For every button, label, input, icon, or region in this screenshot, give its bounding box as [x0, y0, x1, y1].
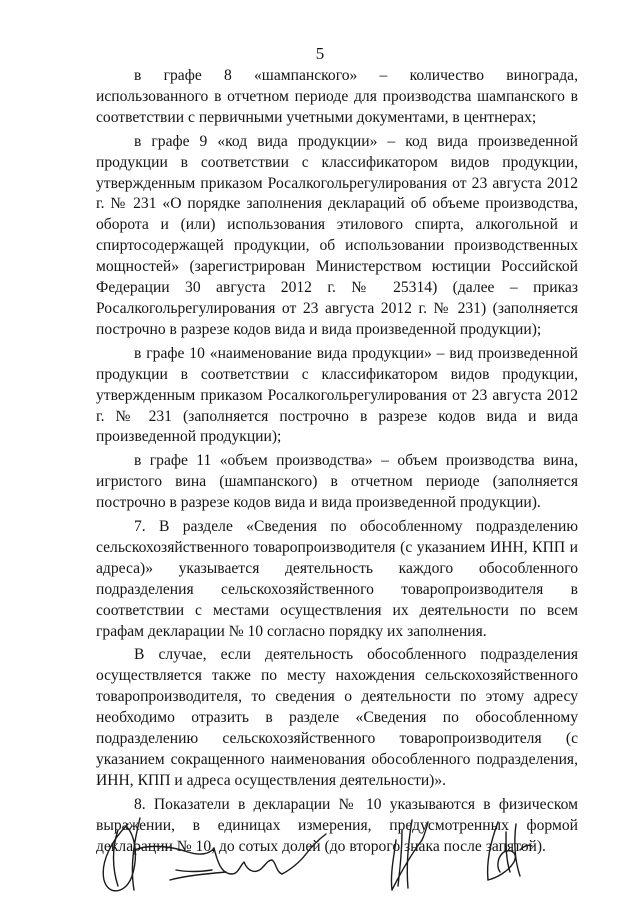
- handwritten-initials-icon: [488, 822, 532, 880]
- page-number: 5: [315, 44, 325, 63]
- paragraph-column-11: в графе 11 «объем производства» – объем производства вина, игристого вина (шампанского) в отчетном периоде (заполняется построчно в разрезе кодов вида и вида произведенной продукции).: [96, 452, 578, 512]
- handwritten-signature-icon: [103, 818, 326, 891]
- paragraph-item-8: 8. Показатели в декларации № 10 указываются в физическом выражении, в единицах измерения, предусмотренных формой декларации № 10, до сотых долей (до второго знака после запятой).: [96, 795, 578, 855]
- handwritten-initials-icon: [391, 820, 428, 890]
- paragraph-column-10: в графе 10 «наименование вида продукции» – вид произведенной продукции в соответствии с классификатором видов продукции, утвержденным приказом Росалкогольрегулирования от 23 августа 2012 г. № 231 (заполняется построчно в разрезе кодов вида и вида произведенной продукции);: [96, 344, 578, 446]
- signatures-svg: [0, 810, 640, 905]
- document-body: [96, 66, 578, 861]
- signatures-area: [0, 810, 640, 905]
- paragraph-column-8: в графе 8 «шампанского» – количество винограда, использованного в отчетном периоде для производства шампанского в соответствии с первичными учетными документами, в центнерах;: [96, 67, 578, 126]
- paragraph-item-7-case: В случае, если деятельность обособленного подразделения осуществляется также по месту нахождения сельскохозяйственного товаропроизводителя, то сведения о деятельности по этому адресу необходимо отразить в разделе «Сведения по обособленному подразделению сельскохозяйственного товаропроизводителя (с указанием сокращенного наименования обособленного подразделения, ИНН, КПП и адреса осуществления деятельности)».: [96, 646, 578, 789]
- paragraph-column-9: в графе 9 «код вида продукции» – код вида произведенной продукции в соответствии с классификатором видов продукции, утвержденным приказом Росалкогольрегулирования от 23 августа 2012 г. № 231 «О порядке заполнения деклараций об объеме производства, оборота и (или) использования этилового спирта, алкогольной и спиртосодержащей продукции, об использовании производственных мощностей» (зарегистрирован Министерством юстиции Российской Федерации 30 августа 2012 г. № 25314) (далее – приказ Росалкогольрегулирования от 23 августа 2012 г. № 231) (заполняется построчно в разрезе кодов вида и вида произведенной продукции);: [96, 132, 578, 338]
- paragraph-item-7: 7. В разделе «Сведения по обособленному подразделению сельскохозяйственного товаропроизводителя (с указанием ИНН, КПП и адреса)» указывается деятельность каждого обособленного подразделения сельскохозяйственного товаропроизводителя в соответствии с местами осуществления их деятельности по всем графам декларации № 10 согласно порядку их заполнения.: [96, 518, 578, 640]
